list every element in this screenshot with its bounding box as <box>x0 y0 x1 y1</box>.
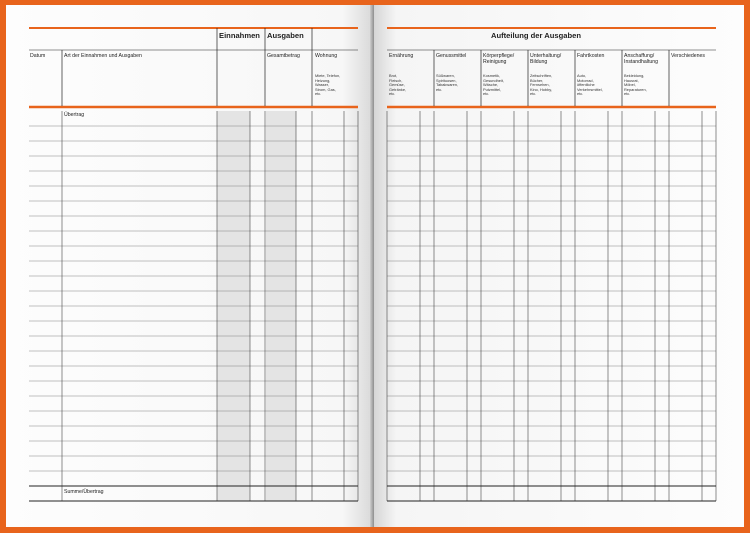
split-title: Aufteilung der Ausgaben <box>491 31 582 40</box>
category-label: Genussmittel <box>436 53 467 59</box>
carryover-label: Übertrag <box>64 112 85 118</box>
expenses-header: Ausgaben <box>267 31 304 40</box>
right-row-lines <box>387 126 716 471</box>
col-type: Art der Einnahmen und Ausgaben <box>64 53 142 59</box>
category-label: Verschiedenes <box>671 53 706 59</box>
category-examples: Süßwaren, Spirituosen, Tabakwaren, etc. <box>436 73 459 92</box>
category-examples: Bekleidung, Hausrat, Möbel, Reparaturen, etc. <box>624 73 647 97</box>
col-total: Gesamtbetrag <box>267 53 300 59</box>
housing-examples: Miete, Telefon, Heizung, Wasser, Strom, Gas, etc. <box>315 73 341 97</box>
category-label: Unterhaltung/ Bildung <box>530 53 562 65</box>
sum-carryover-label: Summe/Übertrag <box>64 489 104 495</box>
income-header: Einnahmen <box>219 31 260 40</box>
category-label: Ernährung <box>389 53 414 59</box>
left-row-lines <box>29 126 358 471</box>
col-housing: Wohnung <box>315 53 338 59</box>
left-page <box>6 5 372 527</box>
category-label: Körperpflege/ Reinigung <box>483 53 515 65</box>
category-examples: Zeitschriften, Bücher, Fernsehen, Kino, Hobby, etc. <box>530 73 553 97</box>
ledger-spread <box>6 5 744 527</box>
category-examples: Brot, Fleisch, Gemüse, Getränke, etc. <box>389 73 407 97</box>
category-label: Fahrtkosten <box>577 53 605 59</box>
right-page <box>374 5 744 527</box>
category-examples: Kosmetik, Gesundheit, Wäsche, Putzmittel, etc. <box>483 73 504 97</box>
right-grid <box>374 5 744 527</box>
category-label: Anschaffung/ Instandhaltung <box>624 53 659 65</box>
col-date: Datum <box>30 53 46 59</box>
category-examples: Auto, Motorrad, öffentliche Verkehrsmittel, etc. <box>577 73 603 97</box>
